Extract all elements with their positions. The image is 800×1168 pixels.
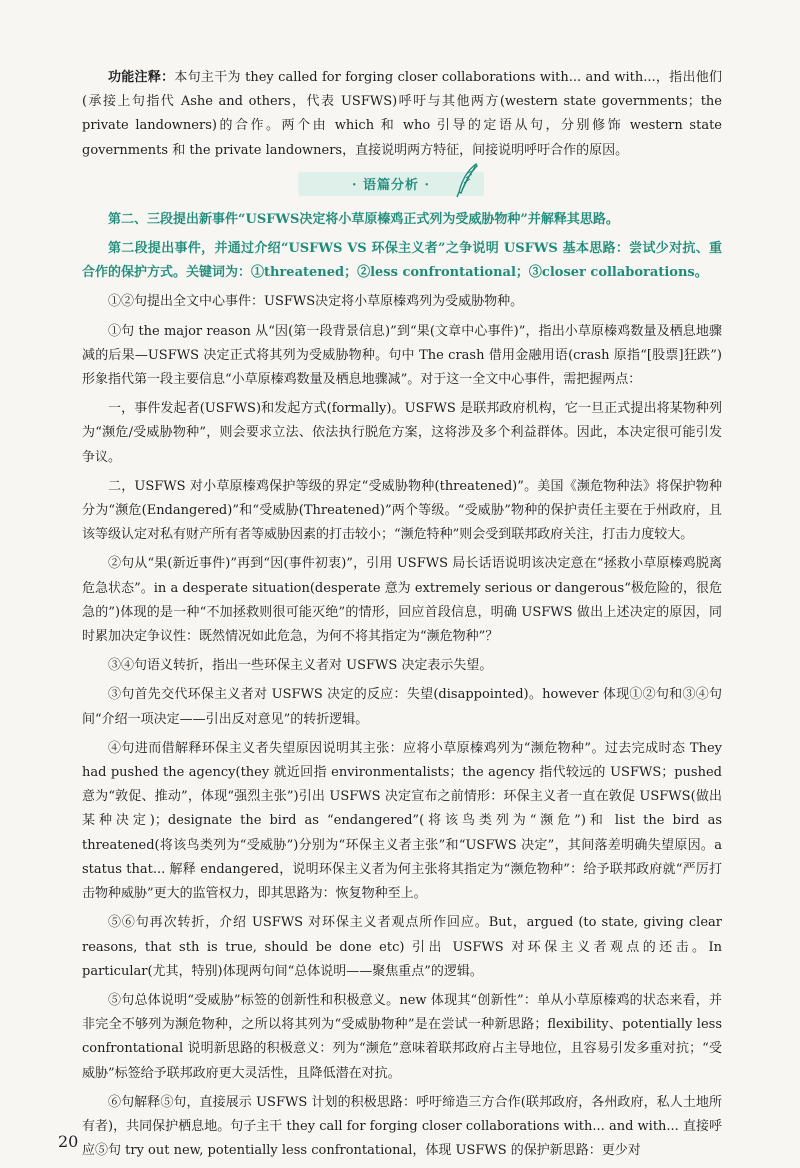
body-paragraph: ⑤⑥句再次转折，介绍 USFWS 对环保主义者观点所作回应。But，argued (to state, giving clear reasons, that sth is true, should be done etc) 引出 USFWS 对环保主义者观点的还击。In particular(尤其，特别)体现两句间“总体说明——聚焦重点”的逻辑。 bbox=[82, 915, 722, 979]
section-banner bbox=[82, 168, 722, 202]
body-paragraph: ③④句语义转折，指出一些环保主义者对 USFWS 决定表示失望。 bbox=[108, 658, 493, 674]
function-note-paragraph bbox=[82, 66, 722, 163]
analysis-intro-paragraph: 第二、三段提出新事件“USFWS决定将小草原榛鸡正式列为受威胁物种”并解释其思路。 bbox=[108, 211, 619, 227]
function-note-label: 功能注释： bbox=[108, 70, 175, 85]
body-paragraph: ①②句提出全文中心事件：USFWS决定将小草原榛鸡列为受威胁物种。 bbox=[108, 294, 524, 310]
body-paragraph: ④句进而借解释环保主义者失望原因说明其主张：应将小草原榛鸡列为“濒危物种”。过去完成时态 They had pushed the agency(they 就近回指 environmentalists；the agency 指代较远的 USFWS；pushed 意为“敦促、推动”，体现“强烈主张”)引出 USFWS 决定宣布之前情形：环保主义者一直在敦促 USFWS(做出某种决定)；designate the bird as “endangered”(将该鸟类列为“濒危”)和 list the bird as threatened(将该鸟类列为“受威胁”)分别为“环保主义者主张”和“USFWS 决定”，其间落差明确失望原因。a status that... 解释 endangered，说明环保主义者为何主张将其指定为“濒危物种”：给予联邦政府就“严厉打击物种威胁”更大的监管权力，即其思路为：恢复物种至上。 bbox=[82, 740, 722, 902]
function-note-text: 本句主干为 they called for forging closer collaborations with... and with...，指出他们(承接上句指代 Ashe and others，代表 USFWS)呼吁与其他两方(western state governments；the private landowners)的合作。两个由 which 和 who 引导的定语从句，分别修饰 western state governments 和 the private landowners，直接说明两方特征，间接说明呼吁合作的原因。 bbox=[82, 70, 722, 158]
analysis-keywords-paragraph: 第二段提出事件，并通过介绍“USFWS VS 环保主义者”之争说明 USFWS 基本思路：尝试少对抗、重合作的保护方式。关键词为：①threatened；②less confrontational；③closer collaborations。 bbox=[82, 241, 722, 281]
page-content bbox=[82, 66, 722, 1168]
body-paragraph: 二，USFWS 对小草原榛鸡保护等级的界定“受威胁物种(threatened)”。美国《濒危物种法》将保护物种分为“濒危(Endangered)”和“受威胁(Threatened)”两个等级。“受威胁”物种的保护责任主要在于州政府，且该等级认定对私有财产所有者等威胁因素的打击较小；“濒危特种”则会受到联邦政府关注，打击力度较大。 bbox=[82, 478, 722, 543]
body-paragraph: ③句首先交代环保主义者对 USFWS 决定的反应：失望(disappointed)。however 体现①②句和③④句间“介绍一项决定——引出反对意见”的转折逻辑。 bbox=[82, 687, 722, 727]
body-paragraph: 一，事件发起者(USFWS)和发起方式(formally)。USFWS 是联邦政府机构，它一旦正式提出将某物种列为“濒危/受威胁物种”，则会要求立法、依法执行脱危方案，这将涉及多个利益群体。因此，本决定很可能引发争议。 bbox=[82, 401, 722, 465]
section-banner-title: · 语篇分析 · bbox=[351, 178, 431, 194]
body-paragraph: ⑥句解释⑤句，直接展示 USFWS 计划的积极思路：呼吁缔造三方合作(联邦政府，各州政府，私人土地所有者)，共同保护栖息地。句子主干 they call for forging closer collaborations with... and with... 直接呼应⑤句 try out new, potentially less confrontational，体现 USFWS 的保护新思路：更少对 bbox=[82, 1094, 722, 1159]
quill-pen-icon bbox=[454, 162, 480, 198]
body-paragraph: ①句 the major reason 从“因(第一段背景信息)”到“果(文章中心事件)”，指出小草原榛鸡数量及栖息地骤减的后果—USFWS 决定正式将其列为受威胁物种。句中 The crash 借用金融用语(crash 原指“[股票]狂跌”)形象指代第一段主要信息“小草原榛鸡数量及栖息地骤减”。对于这一全文中心事件，需把握两点： bbox=[82, 323, 722, 388]
body-paragraph: ②句从“果(新近事件)”再到“因(事件初衷)”，引用 USFWS 局长话语说明该决定意在“拯救小草原榛鸡脱离危急状态”。in a desperate situation(desperate 意为 extremely serious or dangerous“极危险的，很危急的”)体现的是一种“不加拯救则很可能灭绝”的情形，回应首段信息，明确 USFWS 做出上述决定的原因，同时累加决定争议性：既然情况如此危急，为何不将其指定为“濒危物种”？ bbox=[82, 556, 722, 645]
page-number: 20 bbox=[58, 1132, 79, 1151]
body-paragraph: ⑤句总体说明“受威胁”标签的创新性和积极意义。new 体现其“创新性”：单从小草原榛鸡的状态来看，并非完全不够列为濒危物种，之所以将其列为“受威胁物种”是在尝试一种新思路；flexibility、potentially less confrontational 说明新思路的积极意义：列为“濒危”意味着联邦政府占主导地位，且容易引发多重对抗；“受威胁”标签给予联邦政府更大灵活性，且降低潜在对抗。 bbox=[82, 992, 722, 1081]
